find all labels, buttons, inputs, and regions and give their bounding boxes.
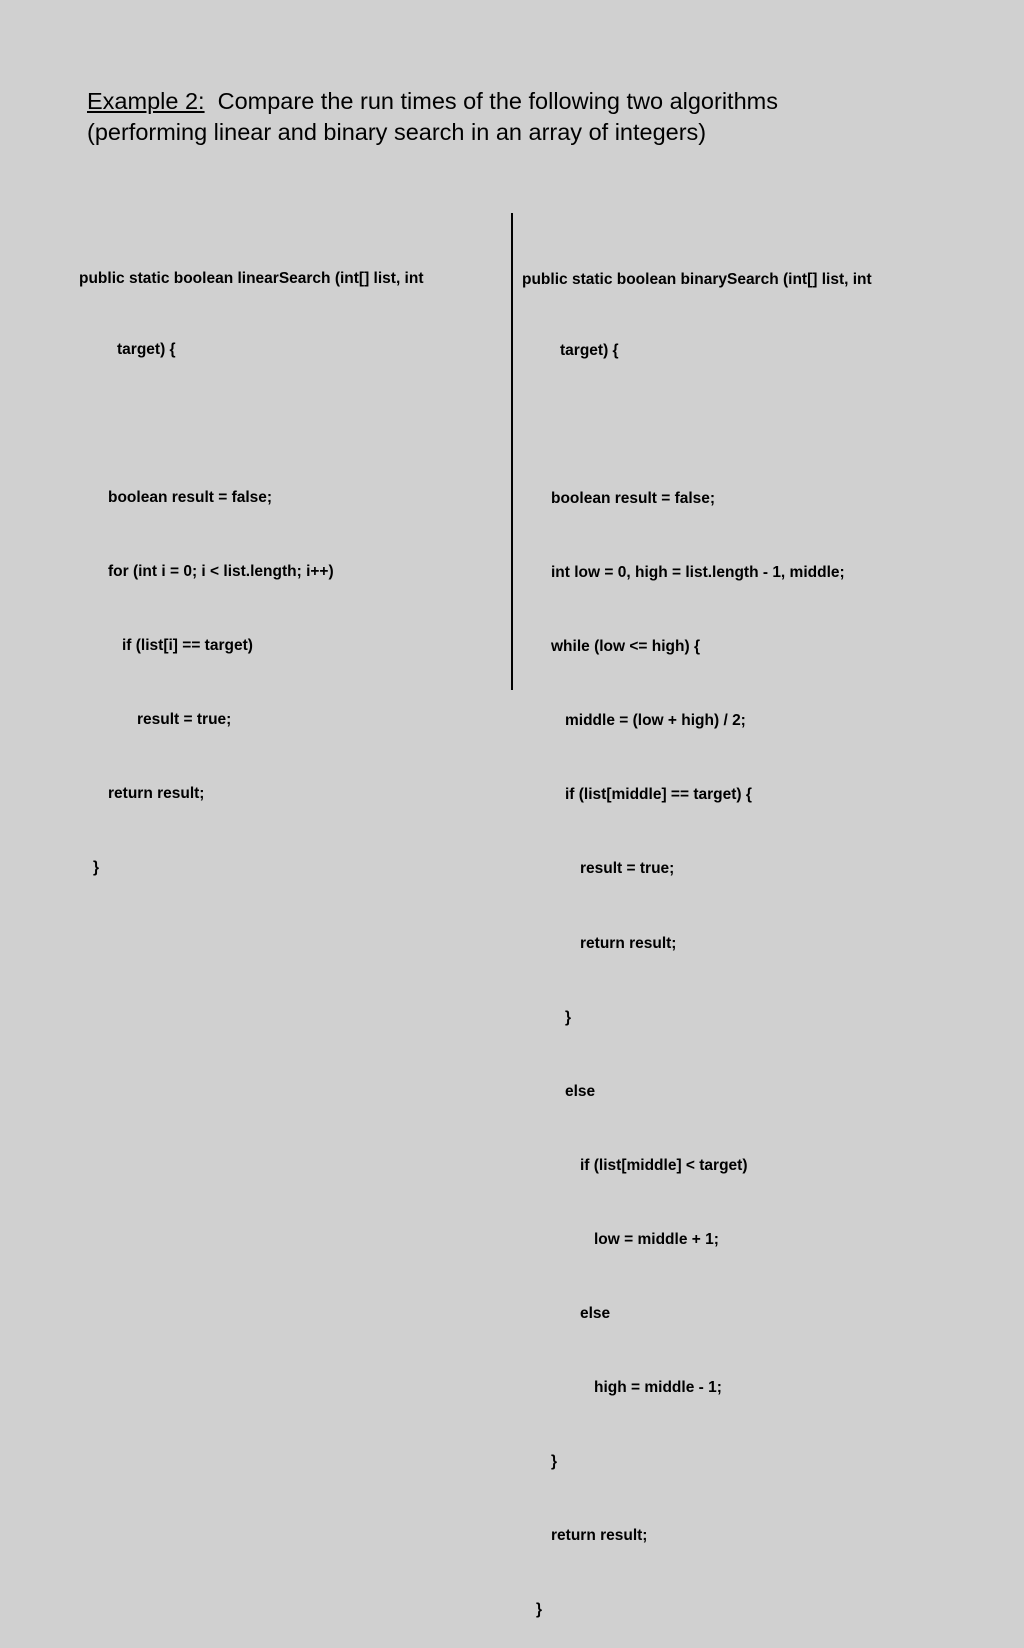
code-line: high = middle - 1; bbox=[594, 1379, 722, 1397]
code-line: } bbox=[93, 859, 100, 877]
code-line: } bbox=[536, 1601, 543, 1619]
slide-title bbox=[87, 86, 967, 148]
code-line: boolean result = false; bbox=[108, 489, 273, 506]
code-line: result = true; bbox=[137, 711, 232, 729]
code-line: target) { bbox=[560, 341, 619, 359]
code-line: int low = 0, high = list.length - 1, middle; bbox=[551, 564, 845, 582]
linear-search-code bbox=[79, 220, 424, 906]
code-line: boolean result = false; bbox=[551, 490, 716, 507]
code-line: else bbox=[565, 1082, 596, 1100]
code-line: result = true; bbox=[580, 860, 675, 878]
code-line: return result; bbox=[108, 785, 205, 803]
binary-search-code bbox=[522, 221, 872, 1648]
code-line: if (list[i] == target) bbox=[122, 637, 253, 655]
code-line: if (list[middle] == target) { bbox=[565, 786, 752, 804]
code-line bbox=[79, 412, 424, 437]
code-line: } bbox=[565, 1008, 572, 1026]
code-line: public static boolean binarySearch (int[] list, int bbox=[522, 271, 872, 289]
code-line: return result; bbox=[580, 934, 677, 952]
code-line: for (int i = 0; i < list.length; i++) bbox=[108, 563, 334, 581]
code-line: return result; bbox=[551, 1527, 648, 1545]
code-line: while (low <= high) { bbox=[551, 638, 700, 656]
code-line: if (list[middle] < target) bbox=[580, 1156, 748, 1174]
title-line-1 bbox=[87, 86, 967, 117]
code-line: low = middle + 1; bbox=[594, 1230, 719, 1248]
code-line bbox=[522, 413, 872, 438]
title-line-2: (performing linear and binary search in an array of integers) bbox=[87, 119, 707, 145]
title-text-1: Compare the run times of the following two algorithms bbox=[217, 88, 778, 114]
code-line: middle = (low + high) / 2; bbox=[565, 712, 746, 730]
code-line: target) { bbox=[117, 340, 176, 358]
code-line: else bbox=[580, 1305, 611, 1323]
example-label: Example 2: bbox=[87, 88, 205, 114]
code-line: public static boolean linearSearch (int[] list, int bbox=[79, 270, 424, 288]
code-line: } bbox=[551, 1453, 558, 1471]
column-divider bbox=[511, 213, 513, 690]
